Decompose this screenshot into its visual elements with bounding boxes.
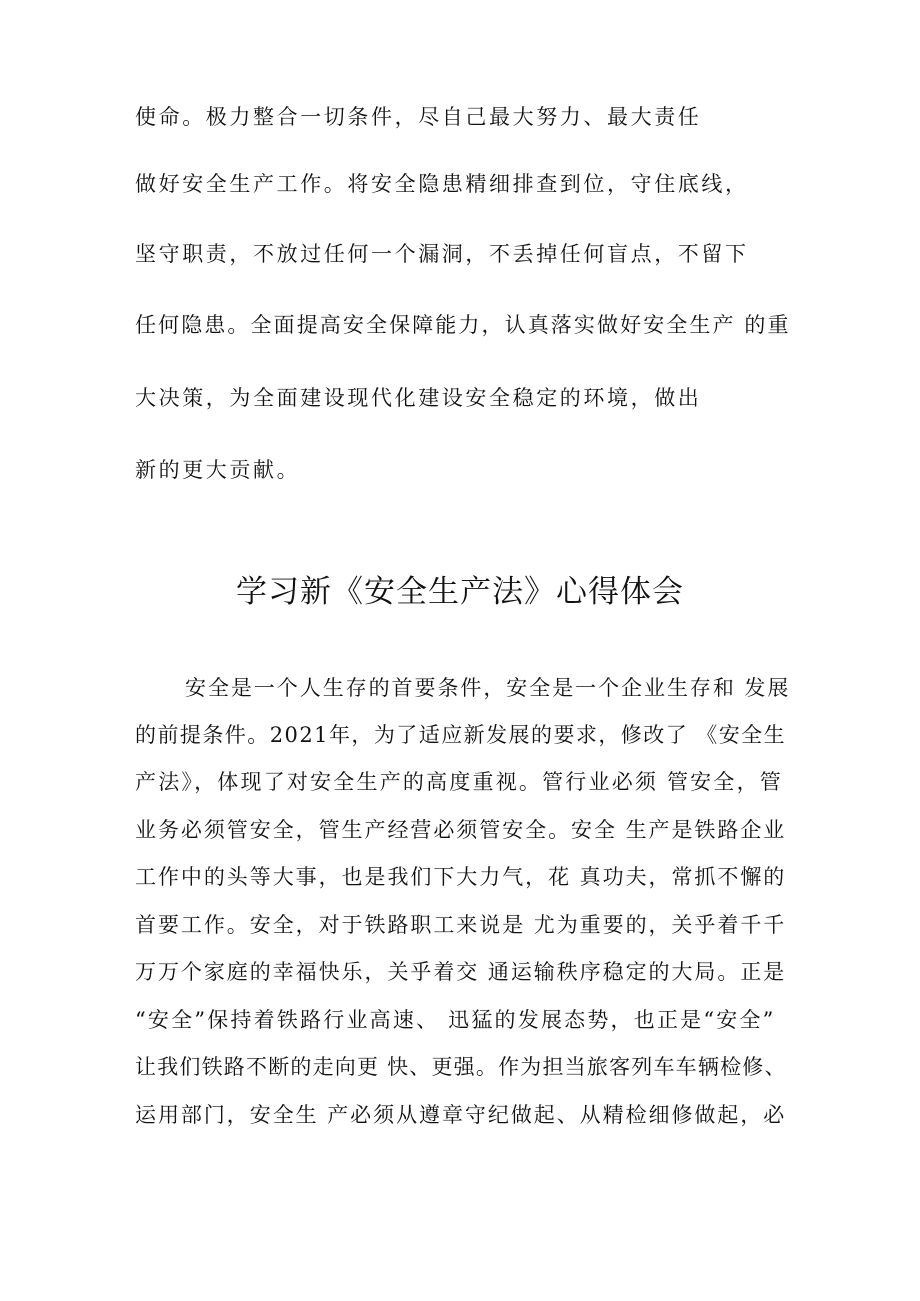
body-line: 工作中的头等大事，也是我们下大力气，花 真功夫，常抓不懈的 [135, 865, 787, 889]
body-line: 运用部门，安全生 产必须从遵章守纪做起、从精检细修做起，必 [135, 1103, 787, 1127]
body-line: 产法》，体现了对安全生产的高度重视。管行业必须 管安全，管 [135, 770, 783, 794]
intro-line: 使命。极力整合一切条件，尽自己最大努力、最大责任 [135, 105, 702, 129]
intro-line: 新的更大贡献。 [135, 458, 301, 482]
intro-line: 大决策，为全面建设现代化建设安全稳定的环境，做出 [135, 386, 702, 410]
intro-line: 任何隐患。全面提高安全保障能力，认真落实做好安全生产 的重 [135, 313, 791, 337]
body-line: “安全”保持着铁路行业高速、 迅猛的发展态势，也正是“安全” [135, 1008, 776, 1032]
intro-line: 做好安全生产工作。将安全隐患精细排查到位，守住底线， [135, 172, 749, 196]
body-line: 业务必须管安全，管生产经营必须管安全。安全 生产是铁路企业 [135, 818, 787, 842]
intro-line: 坚守职责，不放过任何一个漏洞，不丢掉任何盲点，不留下 [135, 242, 749, 266]
body-line: 万万个家庭的幸福快乐，关乎着交 通运输秩序稳定的大局。正是 [135, 960, 787, 984]
body-line: 让我们铁路不断的走向更 快、更强。作为担当旅客列车车辆检修、 [135, 1055, 787, 1079]
body-line: 首要工作。安全，对于铁路职工来说是 尤为重要的，关乎着千千 [135, 913, 787, 937]
body-line: 的前提条件。2021年，为了适应新发展的要求，修改了 《安全生 [135, 723, 787, 747]
body-line: 安全是一个人生存的首要条件，安全是一个企业生存和 发展 [185, 676, 791, 700]
page-title: 学习新《安全生产法》心得体会 [236, 574, 684, 610]
